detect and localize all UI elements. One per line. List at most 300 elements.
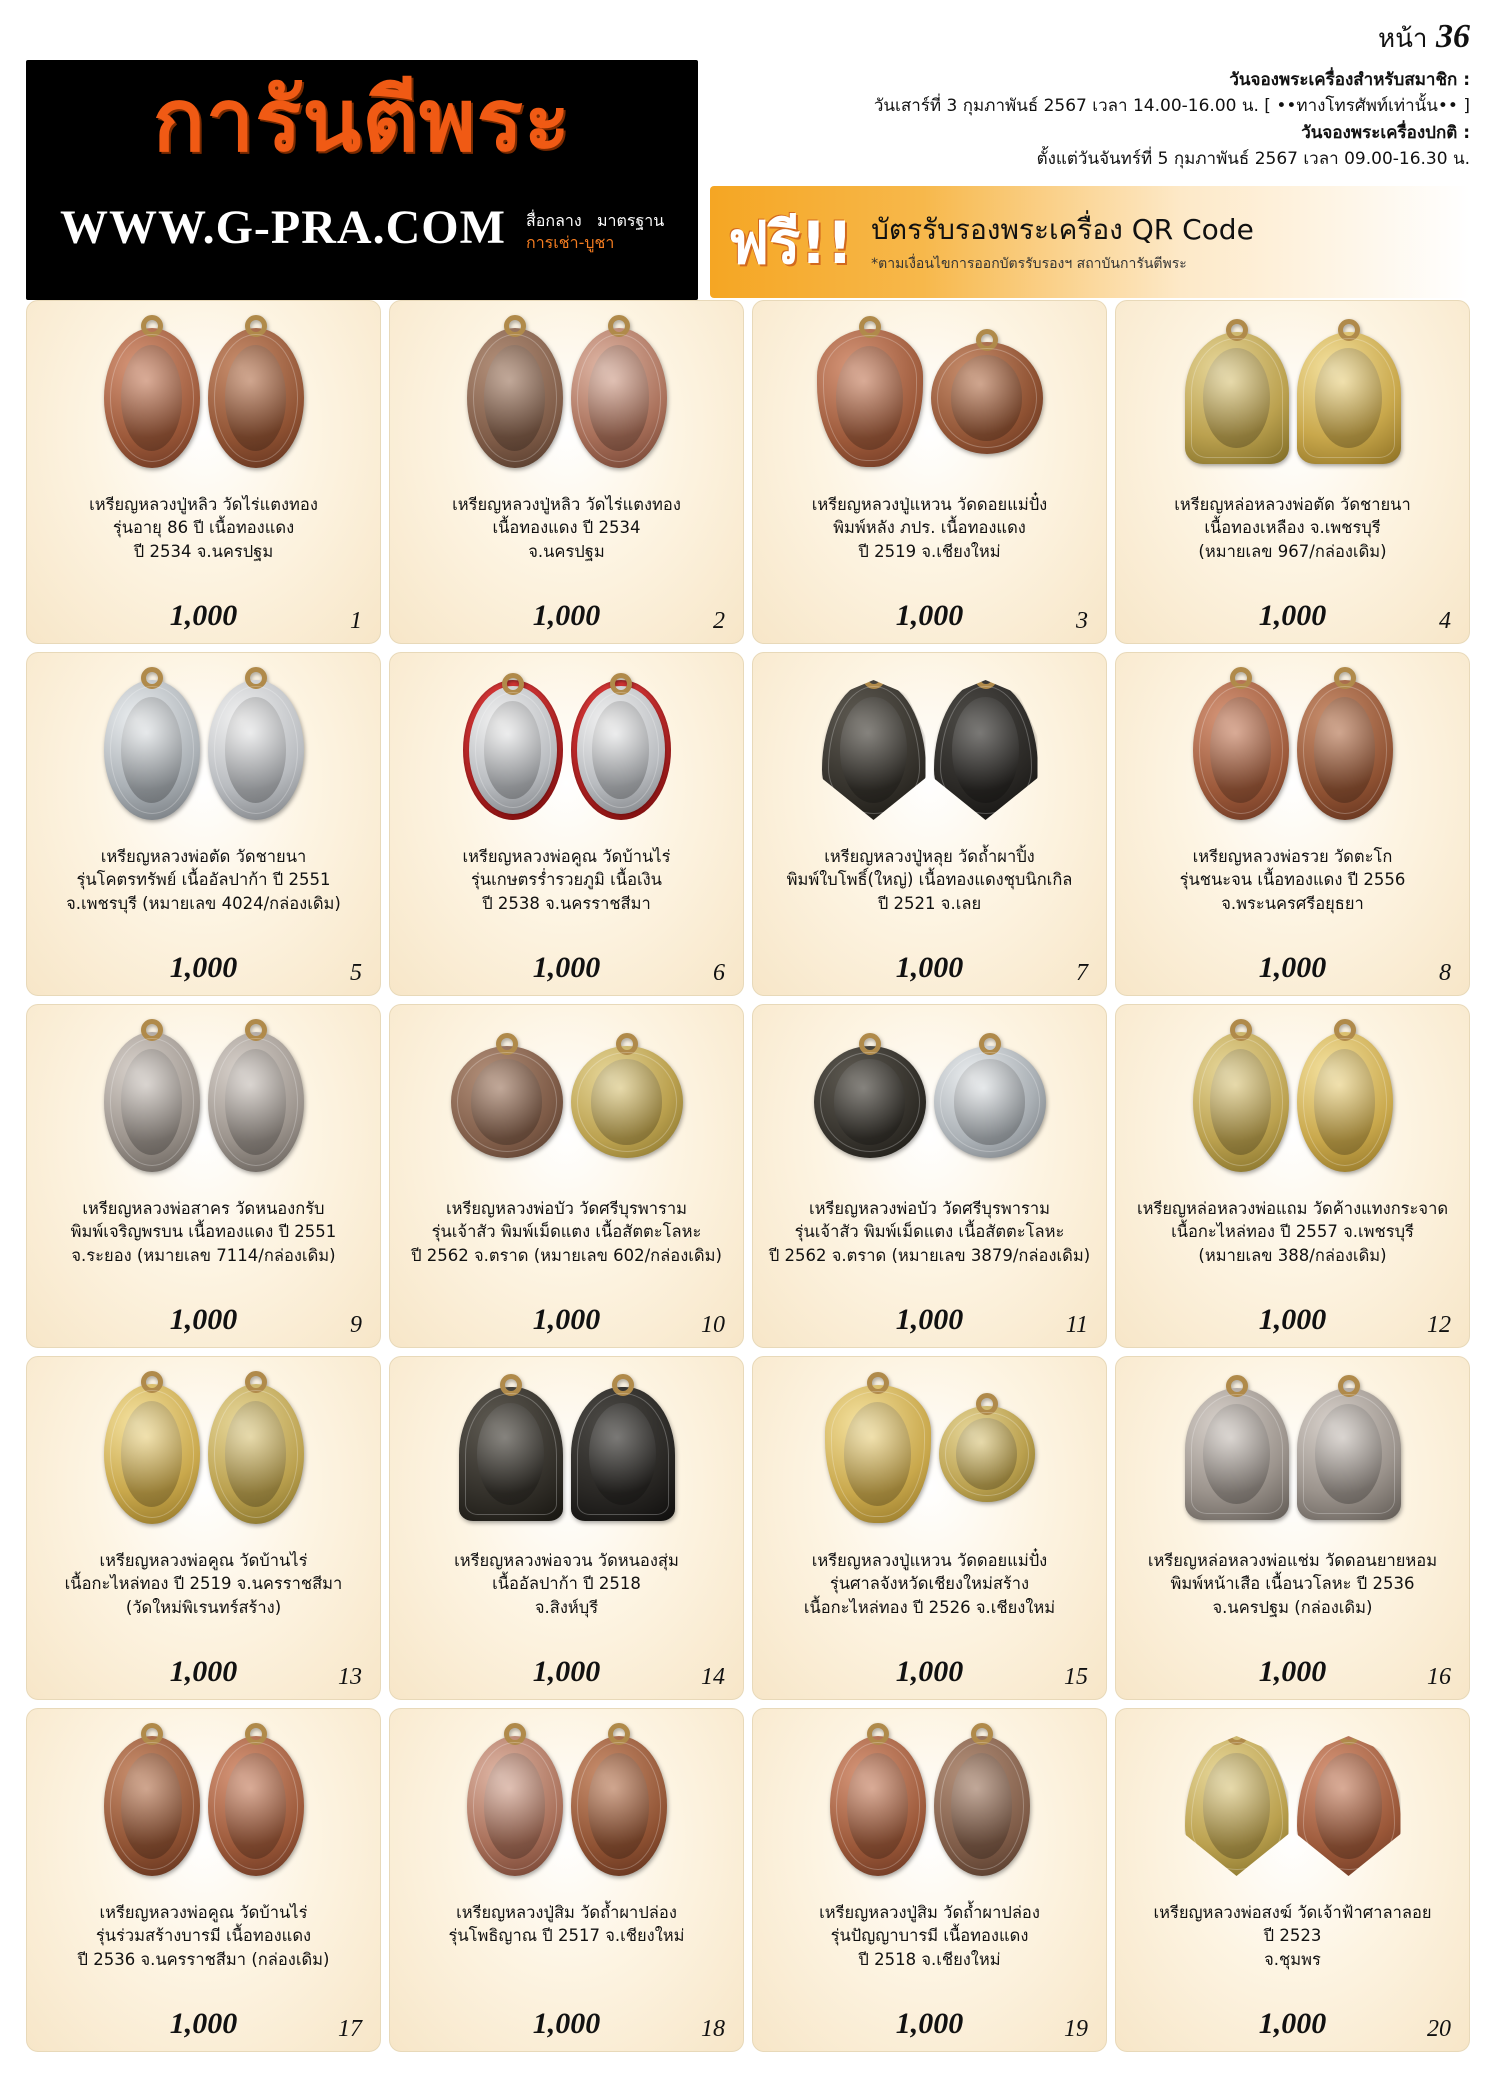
amulet-caption-line: จ.ชุมพร [1264, 1949, 1321, 1969]
amulet-price-row [759, 2007, 1100, 2047]
medal-relief [951, 1753, 1012, 1859]
amulet-caption [1133, 1197, 1452, 1303]
amulet-index: 10 [701, 1312, 725, 1338]
amulet-card[interactable] [26, 1356, 381, 1700]
medal-relief [225, 1049, 286, 1155]
medal-relief [225, 345, 286, 451]
amulet-price-row [1122, 599, 1463, 639]
medal-loop-icon [976, 1393, 998, 1415]
amulet-back-image [208, 328, 304, 468]
amulet-price: 1,000 [1258, 599, 1327, 632]
amulet-images [33, 1013, 374, 1191]
amulet-caption-line: (วัดใหม่พิเรนทร์สร้าง) [125, 1597, 282, 1617]
amulet-card[interactable] [389, 1708, 744, 2052]
amulet-images [1122, 661, 1463, 839]
amulet-back-image [571, 1046, 683, 1158]
medal-loop-icon [141, 1019, 163, 1041]
amulet-images [396, 1365, 737, 1543]
amulet-back-image [1297, 332, 1401, 464]
medal-loop-icon [502, 673, 524, 695]
amulet-back-image [571, 328, 667, 468]
amulet-index: 12 [1427, 1312, 1451, 1338]
amulet-front-image [104, 680, 200, 820]
amulet-caption-line: (หมายเลข 388/กล่องเดิม) [1198, 1245, 1387, 1265]
amulet-caption-line: เหรียญหลวงปู่หลิว วัดไร่แตงทอง [452, 495, 681, 514]
amulet-caption-line: ปี 2562 จ.ตราด (หมายเลข 3879/กล่องเดิม) [768, 1245, 1091, 1265]
amulet-caption [459, 845, 675, 951]
amulet-price-row [396, 951, 737, 991]
logo-thai-text: การันตีพระ [152, 71, 572, 171]
medal-loop-icon [245, 1371, 267, 1393]
amulet-caption-line: เหรียญหลวงพ่อสงฆ์ วัดเจ้าฟ้าศาลาลอย [1153, 1903, 1432, 1922]
medal-relief [484, 1753, 545, 1859]
medal-loop-icon [867, 1372, 889, 1394]
medal-loop-icon [610, 673, 632, 695]
medal-relief [121, 697, 182, 803]
amulet-price: 1,000 [895, 1303, 964, 1336]
amulet-caption [61, 1549, 347, 1655]
amulet-images [759, 309, 1100, 487]
medal-loop-icon [1334, 1019, 1356, 1041]
amulet-index: 2 [713, 608, 725, 634]
medal-loop-icon [976, 329, 998, 351]
medal-loop-icon [612, 1374, 634, 1396]
amulet-price-row [1122, 1655, 1463, 1695]
medal-relief [121, 1753, 182, 1859]
amulet-caption-line: จ.เพชรบุรี (หมายเลข 4024/กล่องเดิม) [66, 893, 341, 913]
medal-relief [844, 1402, 912, 1507]
amulet-front-image [822, 680, 926, 820]
amulet-card[interactable] [1115, 1004, 1470, 1348]
amulet-front-image [451, 1046, 563, 1158]
amulet-front-image [830, 1736, 926, 1876]
amulet-images [1122, 1013, 1463, 1191]
medal-loop-icon [496, 1033, 518, 1055]
amulet-front-image [814, 1046, 926, 1158]
amulet-price: 1,000 [169, 2007, 238, 2040]
amulet-front-image [104, 1384, 200, 1524]
amulet-card[interactable] [26, 1004, 381, 1348]
amulet-caption-line: เหรียญหลวงพ่อคูณ วัดบ้านไร่ [99, 1903, 308, 1922]
amulet-caption-line: เนื้อทองเหลือง จ.เพชรบุรี [1204, 518, 1381, 538]
amulet-front-image [467, 1736, 563, 1876]
amulet-price-row [759, 1655, 1100, 1695]
amulet-card[interactable] [26, 300, 381, 644]
amulet-caption-line: เหรียญหลวงปู่แหวน วัดดอยแม่ปั๋ง [811, 495, 1048, 514]
medal-relief [956, 1418, 1017, 1491]
amulet-caption [85, 493, 322, 599]
medal-loop-icon [141, 1723, 163, 1745]
medal-relief [1314, 697, 1375, 803]
amulet-caption-line: พิมพ์ใบโพธิ์(ใหญ่) เนื้อทองแดงชุบนิกเกิล [786, 870, 1073, 890]
amulet-images [33, 661, 374, 839]
amulet-price-row [33, 2007, 374, 2047]
amulet-card[interactable] [26, 652, 381, 996]
amulet-price: 1,000 [169, 599, 238, 632]
medal-loop-icon [245, 667, 267, 689]
amulet-back-image [208, 1736, 304, 1876]
medal-relief [471, 1059, 543, 1144]
amulet-card[interactable] [389, 1356, 744, 1700]
amulet-caption-line: (หมายเลข 967/กล่องเดิม) [1198, 541, 1387, 561]
promo-text [871, 210, 1254, 275]
amulet-caption-line: จ.พระนครศรีอยุธยา [1221, 893, 1364, 913]
amulet-card[interactable] [1115, 1356, 1470, 1700]
medal-loop-icon [245, 1019, 267, 1041]
amulet-index: 14 [701, 1664, 725, 1690]
amulet-card[interactable] [26, 1708, 381, 2052]
medal-relief [121, 1049, 182, 1155]
member-booking-value: วันเสาร์ที่ 3 กุมภาพันธ์ 2567 เวลา 14.00-16.00 น. [ ••ทางโทรศัพท์เท่านั้น•• ] [873, 96, 1470, 117]
medal-loop-icon [504, 315, 526, 337]
amulet-caption-line: เหรียญหล่อหลวงพ่อตัด วัดชายนา [1174, 495, 1411, 514]
amulet-caption [67, 1197, 341, 1303]
amulet-front-image [1193, 1032, 1289, 1172]
amulet-back-image [577, 686, 665, 814]
amulet-caption-line: เหรียญหล่อหลวงพ่อแช่ม วัดดอนยายหอม [1147, 1551, 1438, 1570]
amulet-caption-line: เหรียญหลวงปู่แหวน วัดดอยแม่ปั๋ง [811, 1551, 1048, 1570]
amulet-caption [783, 845, 1077, 951]
amulet-price-row [396, 1303, 737, 1343]
amulet-images [33, 1365, 374, 1543]
amulet-red-case [571, 680, 671, 820]
amulet-images [396, 661, 737, 839]
amulet-caption-line: เหรียญหลวงพ่อตัด วัดชายนา [100, 847, 307, 866]
amulet-price: 1,000 [169, 951, 238, 984]
logo-tagline-line3: การเช่า-บูชา [526, 232, 615, 252]
medal-relief [1315, 1404, 1382, 1504]
amulet-caption-line: เหรียญหลวงปู่สิม วัดถ้ำผาปล่อง [819, 1903, 1040, 1922]
medal-relief [840, 697, 907, 803]
amulet-caption-line: เนื้อกะไหล่ทอง ปี 2526 จ.เชียงใหม่ [803, 1597, 1056, 1617]
amulet-card[interactable] [1115, 300, 1470, 644]
medal-relief [484, 701, 540, 798]
amulet-caption-line: เหรียญหลวงพ่อบัว วัดศรีบุรพาราม [809, 1199, 1050, 1218]
amulet-price: 1,000 [895, 951, 964, 984]
amulet-images [1122, 1717, 1463, 1895]
amulet-price: 1,000 [532, 951, 601, 984]
logo-tagline-line1: สื่อกลาง [526, 211, 582, 230]
medal-relief [225, 1401, 286, 1507]
amulet-index: 6 [713, 960, 725, 986]
medal-loop-icon [863, 667, 885, 689]
site-logo [26, 60, 698, 300]
medal-loop-icon [867, 1723, 889, 1745]
amulet-back-image [931, 342, 1043, 454]
medal-loop-icon [245, 315, 267, 337]
amulet-front-image [825, 1385, 931, 1523]
amulet-front-image [459, 1387, 563, 1521]
amulet-images [396, 1717, 737, 1895]
amulet-caption [808, 493, 1052, 599]
amulet-caption-line: ปี 2523 [1263, 1926, 1322, 1946]
amulet-card[interactable] [752, 300, 1107, 644]
amulet-price-row [1122, 951, 1463, 991]
amulet-card[interactable] [389, 652, 744, 996]
amulet-front-image [467, 328, 563, 468]
amulet-images [396, 1013, 737, 1191]
amulet-caption-line: ปี 2521 จ.เลย [877, 893, 982, 913]
amulet-index: 18 [701, 2016, 725, 2042]
amulet-index: 9 [350, 1312, 362, 1338]
amulet-price: 1,000 [895, 599, 964, 632]
amulet-price: 1,000 [532, 1655, 601, 1688]
amulet-price-row [396, 599, 737, 639]
amulet-caption-line: ปี 2536 จ.นครราชสีมา (กล่องเดิม) [77, 1949, 330, 1969]
amulet-price: 1,000 [532, 1303, 601, 1336]
page-number: 36 [1436, 18, 1470, 55]
normal-booking-label: วันจองพระเครื่องปกติ : [1301, 122, 1470, 143]
medal-relief [951, 355, 1023, 440]
amulet-price: 1,000 [169, 1655, 238, 1688]
amulet-caption-line: เหรียญหลวงปู่หลุย วัดถ้ำผาปิ้ง [824, 847, 1035, 866]
amulet-front-image [104, 328, 200, 468]
amulet-index: 11 [1065, 1312, 1088, 1338]
amulet-caption [450, 1549, 683, 1655]
amulet-images [759, 661, 1100, 839]
amulet-caption-line: เหรียญหลวงพ่อบัว วัดศรีบุรพาราม [446, 1199, 687, 1218]
amulet-back-image [934, 1736, 1030, 1876]
amulet-front-image [104, 1736, 200, 1876]
logo-url-text: WWW.G-PRA.COM [60, 201, 506, 254]
amulet-caption-line: พิมพ์หลัง ภปร. เนื้อทองแดง [833, 518, 1026, 538]
medal-loop-icon [500, 1374, 522, 1396]
amulet-caption-line: รุ่นโพธิญาณ ปี 2517 จ.เชียงใหม่ [448, 1926, 685, 1946]
amulet-price: 1,000 [1258, 1655, 1327, 1688]
amulet-caption [765, 1197, 1094, 1303]
medal-loop-icon [1230, 667, 1252, 689]
amulet-index: 16 [1427, 1664, 1451, 1690]
amulet-front-image [1185, 1736, 1289, 1876]
medal-loop-icon [141, 667, 163, 689]
amulet-price: 1,000 [1258, 951, 1327, 984]
medal-relief [121, 1401, 182, 1507]
amulet-front-image [1193, 680, 1289, 820]
amulet-index: 5 [350, 960, 362, 986]
amulet-caption-line: ปี 2562 จ.ตราด (หมายเลข 602/กล่องเดิม) [411, 1245, 722, 1265]
amulet-price-row [759, 599, 1100, 639]
amulet-caption-line: ปี 2534 จ.นครปฐม [133, 541, 274, 561]
amulet-caption-line: รุ่นโคตรทรัพย์ เนื้ออัลปาก้า ปี 2551 [76, 870, 331, 890]
medal-relief [591, 1059, 663, 1144]
amulet-price: 1,000 [895, 2007, 964, 2040]
amulet-caption-line: จ.นครปฐม [528, 541, 605, 561]
amulet-price-row [33, 1655, 374, 1695]
amulet-caption [1149, 1901, 1435, 2007]
amulet-front-image [469, 686, 557, 814]
amulet-card[interactable] [752, 1708, 1107, 2052]
amulet-images [759, 1717, 1100, 1895]
amulet-price-row [33, 951, 374, 991]
medal-relief [588, 1753, 649, 1859]
amulet-caption [73, 1901, 333, 2007]
medal-relief [1314, 1049, 1375, 1155]
amulet-caption-line: รุ่นเจ้าสัว พิมพ์เม็ดแตง เนื้อสัตตะโลหะ [794, 1222, 1065, 1242]
amulet-index: 8 [1439, 960, 1451, 986]
medal-loop-icon [141, 1371, 163, 1393]
amulet-caption [1176, 845, 1410, 951]
page-number-block [710, 18, 1470, 59]
medal-loop-icon [1226, 1375, 1248, 1397]
amulet-price-row [759, 1303, 1100, 1343]
amulet-caption [1144, 1549, 1441, 1655]
amulet-front-image [1185, 332, 1289, 464]
amulet-back-image [208, 1032, 304, 1172]
medal-relief [1203, 348, 1270, 448]
amulet-index: 13 [338, 1664, 362, 1690]
medal-loop-icon [979, 1033, 1001, 1055]
amulet-caption-line: รุ่นอายุ 86 ปี เนื้อทองแดง [112, 518, 295, 538]
logo-tagline [526, 210, 664, 253]
medal-loop-icon [245, 1723, 267, 1745]
medal-relief [592, 701, 648, 798]
medal-loop-icon [1338, 1375, 1360, 1397]
medal-loop-icon [1338, 1723, 1360, 1745]
amulet-card[interactable] [1115, 1708, 1470, 2052]
amulet-index: 4 [1439, 608, 1451, 634]
amulet-price-row [396, 1655, 737, 1695]
amulet-caption-line: เหรียญหลวงพ่อคูณ วัดบ้านไร่ [99, 1551, 308, 1570]
amulet-back-image [571, 1387, 675, 1521]
member-booking-label: วันจองพระเครื่องสำหรับสมาชิก : [1229, 70, 1470, 90]
amulet-card[interactable] [389, 300, 744, 644]
amulet-front-image [817, 329, 923, 467]
amulet-caption-line: เนื้อกะไหล่ทอง ปี 2557 จ.เพชรบุรี [1171, 1222, 1414, 1242]
amulet-price: 1,000 [895, 1655, 964, 1688]
amulet-back-image [208, 680, 304, 820]
medal-relief [225, 1753, 286, 1859]
medal-loop-icon [971, 1723, 993, 1745]
amulet-price-row [1122, 1303, 1463, 1343]
amulet-back-image [571, 1736, 667, 1876]
logo-tagline-line2: มาตรฐาน [596, 211, 665, 230]
amulet-back-image [1297, 1032, 1393, 1172]
promo-free-label: ฟรี!! [728, 208, 854, 277]
amulet-caption [815, 1901, 1044, 2007]
amulet-front-image [104, 1032, 200, 1172]
amulet-caption-line: รุ่นศาลจังหวัดเชียงใหม่สร้าง [829, 1574, 1030, 1594]
medal-relief [952, 697, 1019, 803]
medal-loop-icon [141, 315, 163, 337]
medal-loop-icon [608, 315, 630, 337]
amulet-caption-line: เหรียญหลวงพ่อจวน วัดหนองสุ่ม [454, 1551, 679, 1570]
promo-title: บัตรรับรองพระเครื่อง QR Code [871, 212, 1254, 246]
amulet-caption [407, 1197, 726, 1303]
medal-loop-icon [608, 1723, 630, 1745]
amulet-price-row [1122, 2007, 1463, 2047]
medal-relief [836, 346, 904, 451]
medal-loop-icon [1338, 319, 1360, 341]
amulet-back-image [934, 680, 1038, 820]
amulet-caption [62, 845, 345, 951]
amulet-caption [800, 1549, 1059, 1655]
medal-relief [589, 1403, 656, 1505]
amulet-caption-line: เหรียญหลวงพ่อคูณ วัดบ้านไร่ [462, 847, 671, 866]
amulet-back-image [1297, 680, 1393, 820]
amulet-caption-line: เหรียญหลวงปู่หลิว วัดไร่แตงทอง [89, 495, 318, 514]
amulet-price: 1,000 [532, 599, 601, 632]
amulet-index: 3 [1076, 608, 1088, 634]
amulet-grid [0, 300, 1496, 2072]
amulet-caption-line: เหรียญหลวงพ่อสาคร วัดหนองกรับ [82, 1199, 325, 1218]
amulet-index: 20 [1427, 2016, 1451, 2042]
amulet-card[interactable] [1115, 652, 1470, 996]
amulet-card[interactable] [752, 1004, 1107, 1348]
amulet-caption-line: ปี 2538 จ.นครราชสีมา [482, 893, 651, 913]
medal-loop-icon [859, 1033, 881, 1055]
medal-relief [834, 1059, 906, 1144]
amulet-caption-line: รุ่นเจ้าสัว พิมพ์เม็ดแตง เนื้อสัตตะโลหะ [431, 1222, 702, 1242]
amulet-caption-line: พิมพ์หน้าเสือ เนื้อนวโลหะ ปี 2536 [1170, 1574, 1415, 1594]
amulet-caption-line: รุ่นปัญญาบารมี เนื้อทองแดง [830, 1926, 1029, 1946]
medal-relief [954, 1059, 1026, 1144]
amulet-price: 1,000 [1258, 1303, 1327, 1336]
amulet-caption-line: รุ่นร่วมสร้างบารมี เนื้อทองแดง [95, 1926, 312, 1946]
medal-loop-icon [616, 1033, 638, 1055]
amulet-images [759, 1013, 1100, 1191]
medal-relief [847, 1753, 908, 1859]
amulet-caption-line: จ.นครปฐม (กล่องเดิม) [1212, 1597, 1373, 1617]
page-label: หน้า [1377, 24, 1428, 54]
medal-relief [1203, 1404, 1270, 1504]
amulet-front-image [1185, 1388, 1289, 1520]
amulet-back-image [208, 1384, 304, 1524]
amulet-price-row [33, 1303, 374, 1343]
medal-relief [1210, 697, 1271, 803]
amulet-caption-line: เหรียญหลวงปู่สิม วัดถ้ำผาปล่อง [456, 1903, 677, 1922]
amulet-images [1122, 309, 1463, 487]
amulet-caption-line: เหรียญหล่อหลวงพ่อแถม วัดค้างแทงกระจาด [1136, 1199, 1449, 1218]
amulet-price-row [759, 951, 1100, 991]
amulet-index: 15 [1064, 1664, 1088, 1690]
amulet-back-image [1297, 1388, 1401, 1520]
medal-loop-icon [1226, 319, 1248, 341]
medal-loop-icon [1226, 1723, 1248, 1745]
page-header [0, 0, 1496, 300]
amulet-caption [1170, 493, 1414, 599]
amulet-images [33, 1717, 374, 1895]
medal-relief [225, 697, 286, 803]
medal-loop-icon [975, 667, 997, 689]
amulet-caption-line: เหรียญหลวงพ่อรวย วัดตะโก [1192, 847, 1393, 866]
medal-loop-icon [859, 316, 881, 338]
amulet-card[interactable] [389, 1004, 744, 1348]
amulet-images [1122, 1365, 1463, 1543]
amulet-images [396, 309, 737, 487]
amulet-caption-line: เนื้ออัลปาก้า ปี 2518 [492, 1574, 641, 1594]
amulet-caption-line: เนื้อกะไหล่ทอง ปี 2519 จ.นครราชสีมา [64, 1574, 343, 1594]
amulet-card[interactable] [752, 652, 1107, 996]
header-info [710, 14, 1470, 298]
normal-booking-value: ตั้งแต่วันจันทร์ที่ 5 กุมภาพันธ์ 2567 เวลา 09.00-16.30 น. [1036, 149, 1470, 170]
amulet-caption-line: พิมพ์เจริญพรบน เนื้อทองแดง ปี 2551 [70, 1222, 337, 1242]
promo-banner [710, 186, 1470, 298]
amulet-price: 1,000 [169, 1303, 238, 1336]
amulet-card[interactable] [752, 1356, 1107, 1700]
promo-note: *ตามเงื่อนไขการออกบัตรรับรองฯ สถาบันการันตีพระ [871, 256, 1187, 273]
amulet-caption [448, 493, 685, 599]
amulet-caption-line: ปี 2518 จ.เชียงใหม่ [858, 1949, 1001, 1969]
medal-loop-icon [504, 1723, 526, 1745]
medal-loop-icon [1334, 667, 1356, 689]
amulet-back-image [934, 1046, 1046, 1158]
amulet-red-case [463, 680, 563, 820]
amulet-index: 19 [1064, 2016, 1088, 2042]
amulet-back-image [1297, 1736, 1401, 1876]
amulet-back-image [939, 1406, 1035, 1502]
amulet-images [759, 1365, 1100, 1543]
amulet-price-row [33, 599, 374, 639]
